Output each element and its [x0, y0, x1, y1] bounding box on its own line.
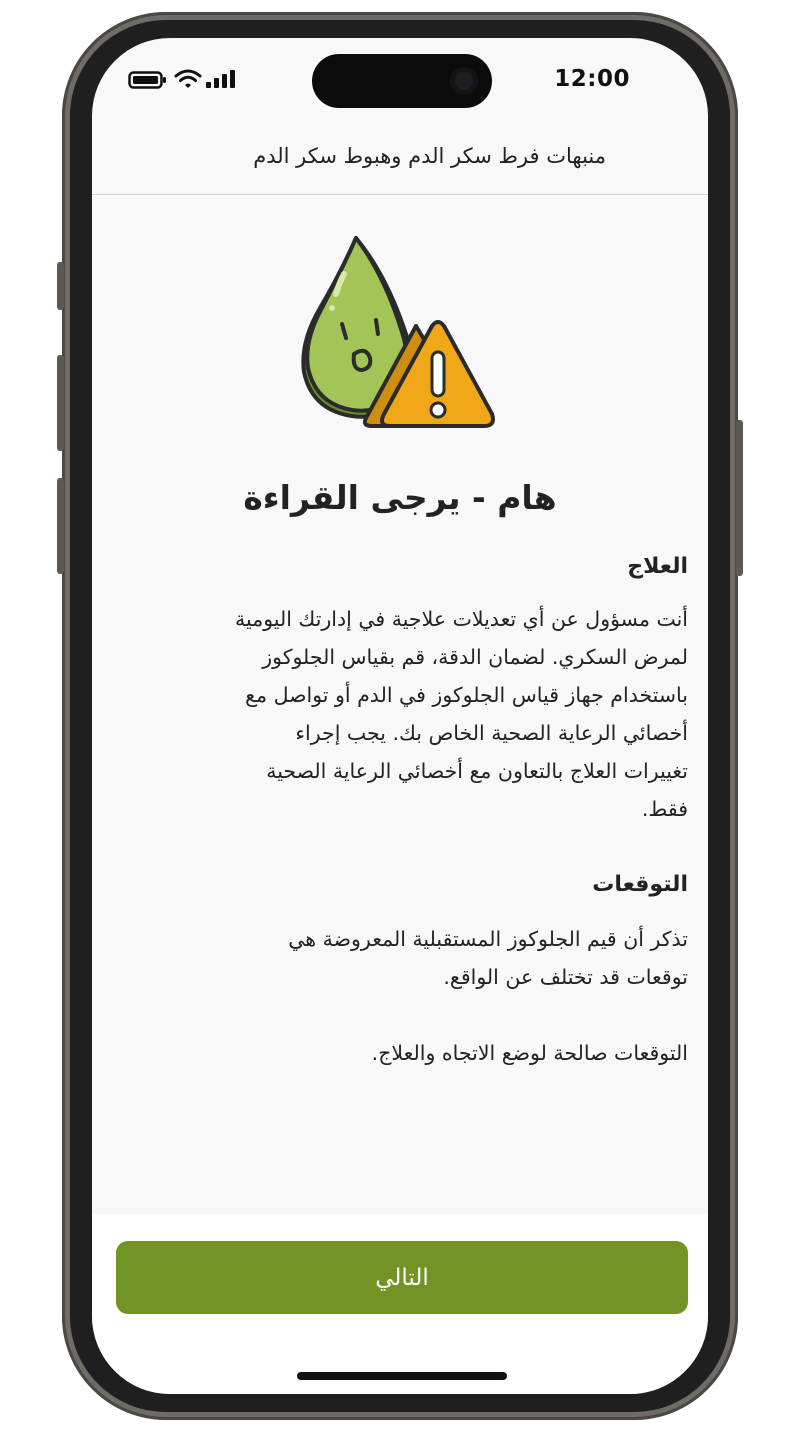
- camera-icon: [450, 67, 478, 95]
- volume-up-button: [57, 355, 64, 451]
- header-title: منبهات فرط سكر الدم وهبوط سكر الدم: [253, 144, 606, 168]
- mute-switch: [57, 262, 64, 310]
- signal-icon: [206, 68, 236, 94]
- section-heading-treatment: العلاج: [627, 554, 688, 579]
- wifi-icon: [174, 68, 202, 94]
- power-button: [736, 420, 743, 576]
- treatment-text: أنت مسؤول عن أي تعديلات علاجية في إدارتك اليومية لمرض السكري. لضمان الدقة، قم بقياس الجلوكوز باستخدام جهاز قياس الجلوكوز في الدم أو تواصل مع أخصائي الرعاية الصحية الخاص بك. يجب إجراء تغييرات العلاج بالتعاون مع أخصائي الرعاية الصحية فقط.: [235, 607, 688, 821]
- screen: [92, 38, 708, 1394]
- battery-icon: [128, 68, 168, 94]
- app-header: [92, 130, 708, 195]
- section-heading-predictions: التوقعات: [592, 872, 688, 897]
- predictions-note: التوقعات صالحة لوضع الاتجاه والعلاج.: [371, 1041, 688, 1065]
- home-indicator[interactable]: [297, 1372, 507, 1380]
- next-button[interactable]: التالي: [116, 1241, 688, 1314]
- page-title: هام - يرجى القراءة: [243, 478, 557, 517]
- predictions-text: تذكر أن قيم الجلوكوز المستقبلية المعروضة هي توقعات قد تختلف عن الواقع.: [288, 927, 688, 989]
- status-time: 12:00: [554, 66, 630, 92]
- dynamic-island: [312, 54, 492, 108]
- glucose-drop-warning-icon: [296, 234, 508, 434]
- volume-down-button: [57, 478, 64, 574]
